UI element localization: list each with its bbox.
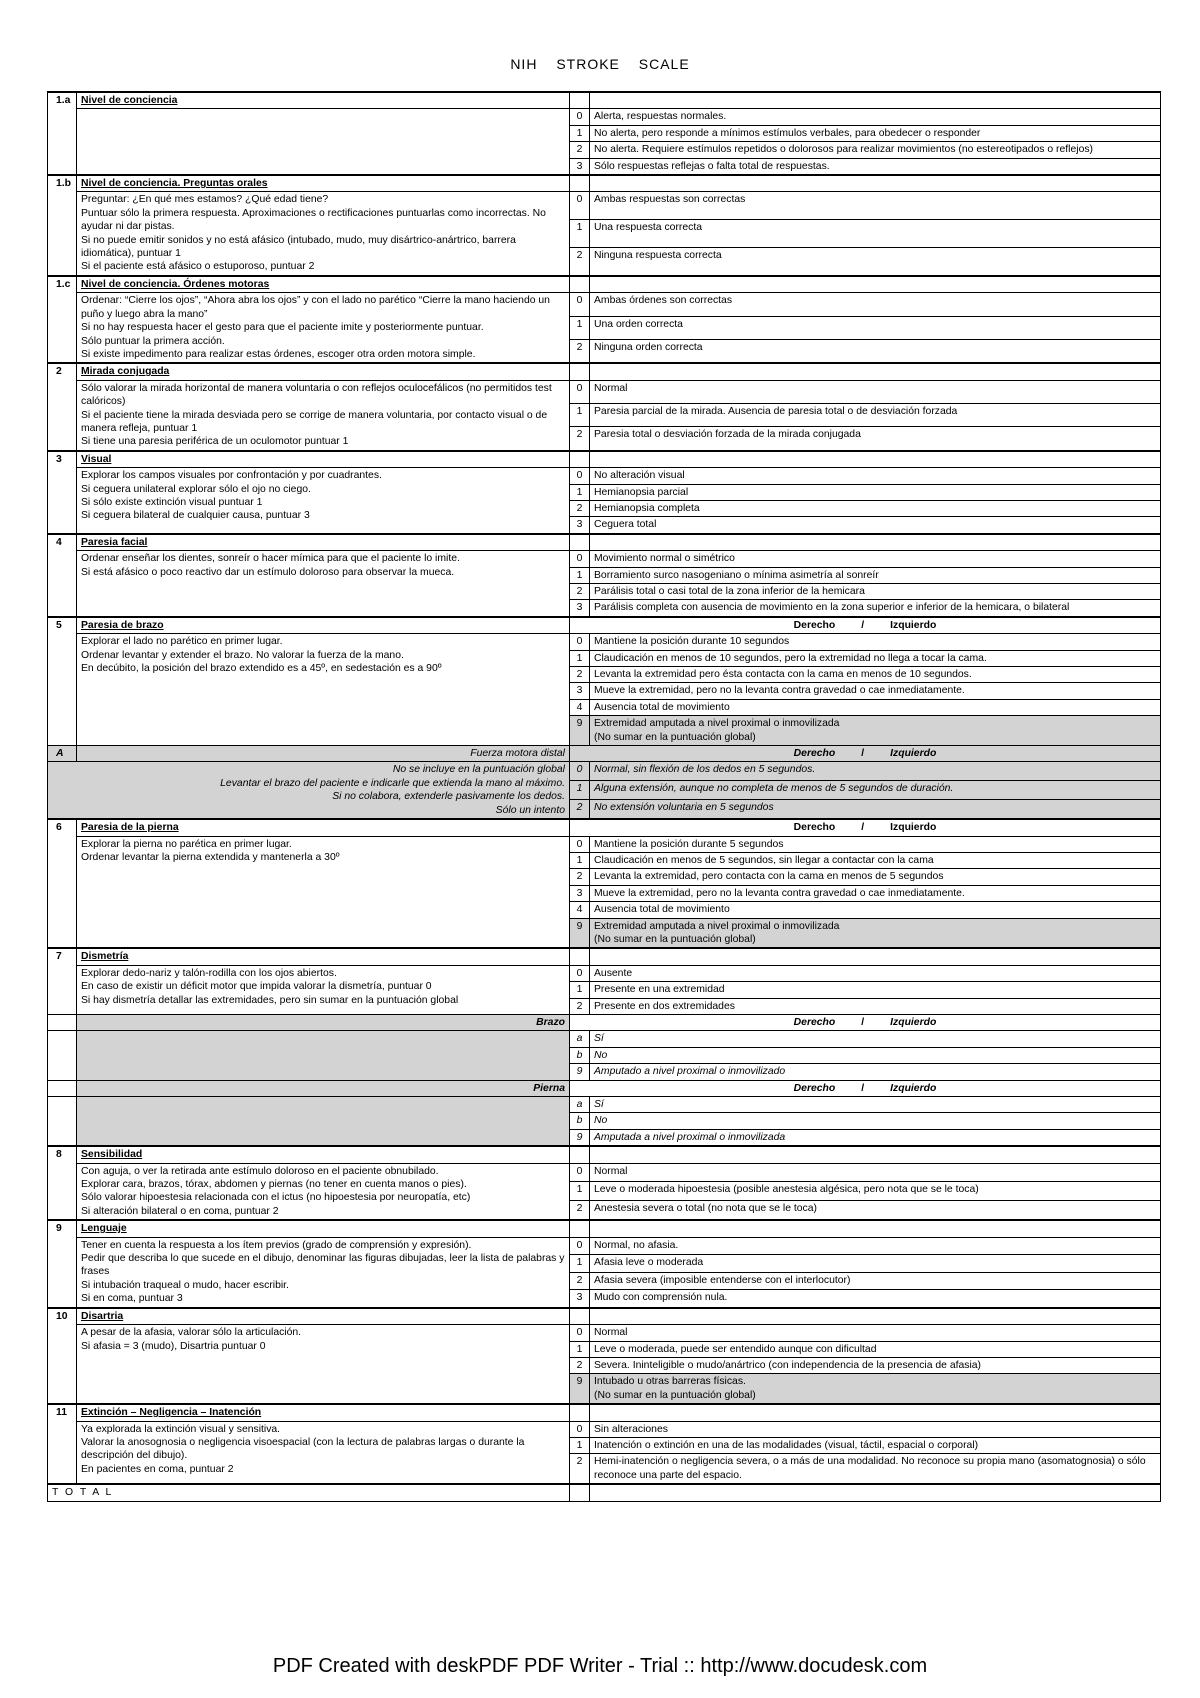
- score-text: Normal: [590, 1163, 1161, 1182]
- limb-label: Pierna: [77, 1080, 570, 1096]
- section-header: [48, 451, 1161, 468]
- item-title: Paresia de la pierna: [77, 819, 570, 836]
- score-text: Presente en dos extremidades: [590, 998, 1161, 1014]
- side-header: [570, 819, 1161, 836]
- score-text: Hemianopsia parcial: [590, 484, 1161, 500]
- score-value: 0: [570, 762, 590, 781]
- side-sep: /: [861, 1016, 865, 1028]
- score-value: 0: [570, 468, 590, 484]
- score-text: Severa. Ininteligible o mudo/anártrico (con independencia de la presencia de afasia): [590, 1357, 1161, 1373]
- blank: [590, 1220, 1161, 1237]
- score-value: 2: [570, 800, 590, 819]
- score-value: 2: [570, 869, 590, 885]
- blank: [570, 451, 590, 468]
- score-value: 1: [570, 484, 590, 500]
- score-value: 0: [570, 836, 590, 852]
- score-value: 1: [570, 1341, 590, 1357]
- score-text: Extremidad amputada a nivel proximal o inmovilizada (No sumar en la puntuación global): [590, 716, 1161, 746]
- blank: [590, 534, 1161, 551]
- section-header: [48, 1308, 1161, 1325]
- score-text: Mantiene la posición durante 10 segundos: [590, 634, 1161, 650]
- section-header: [48, 1220, 1161, 1237]
- item-title: Disartria: [77, 1308, 570, 1325]
- score-value: 0: [570, 380, 590, 403]
- item-number: 2: [48, 363, 77, 450]
- score-value: 0: [570, 1163, 590, 1182]
- score-value: 0: [570, 1237, 590, 1254]
- score-text: Normal: [590, 1325, 1161, 1341]
- score-row: [48, 1163, 1161, 1182]
- side-left: Izquierdo: [890, 1016, 937, 1028]
- score-text: Mueve la extremidad, pero no la levanta contra gravedad o cae inmediatamente.: [590, 885, 1161, 901]
- item-number: 9: [48, 1220, 77, 1307]
- item-number: 8: [48, 1146, 77, 1220]
- score-text: No alerta, pero responde a mínimos estímulos verbales, para obedecer o responder: [590, 125, 1161, 141]
- score-row: [48, 551, 1161, 567]
- item-number: 10: [48, 1308, 77, 1404]
- fuerza-letter: A: [48, 746, 77, 762]
- side-left: Izquierdo: [890, 748, 937, 760]
- side-header: [570, 617, 1161, 634]
- score-text: Ausente: [590, 965, 1161, 981]
- score-text: Inatención o extinción en una de las modalidades (visual, táctil, espacial o corporal): [590, 1437, 1161, 1453]
- dismetria-sub-header: [48, 1080, 1161, 1096]
- score-row: [48, 293, 1161, 316]
- score-value: 0: [570, 192, 590, 220]
- score-text: Claudicación en menos de 10 segundos, pero la extremidad no llega a tocar la cama.: [590, 650, 1161, 666]
- item-number: 11: [48, 1404, 77, 1484]
- side-left: Izquierdo: [890, 1082, 937, 1094]
- score-value: 9: [570, 918, 590, 948]
- score-value: 0: [570, 1325, 590, 1341]
- fuerza-title: Fuerza motora distal: [77, 746, 570, 762]
- blank: [590, 1308, 1161, 1325]
- blank: [590, 363, 1161, 380]
- score-value: 1: [570, 125, 590, 141]
- side-right: Derecho: [793, 1082, 836, 1094]
- section-header: [48, 617, 1161, 634]
- score-text: Sin alteraciones: [590, 1421, 1161, 1437]
- score-text: Amputado a nivel proximal o inmovilizado: [590, 1064, 1161, 1080]
- item-description: Tener en cuenta la respuesta a los ítem previos (grado de comprensión y expresión). Pedir que describa lo que sucede en el dibujo, denominar las figuras dibujadas, leer la lista de palabras y frases Si intubación traqueal o mudo, hacer escribir. Si en coma, puntuar 3: [77, 1237, 570, 1308]
- score-value: 9: [570, 1374, 590, 1404]
- item-description: [77, 109, 570, 175]
- score-text: Intubado u otras barreras físicas. (No sumar en la puntuación global): [590, 1374, 1161, 1404]
- item-number: 6: [48, 819, 77, 948]
- score-text: No: [590, 1047, 1161, 1063]
- fuerza-note: Levantar el brazo del paciente e indicarle que extienda la mano al máximo.: [220, 777, 565, 789]
- side-header: [570, 746, 1161, 762]
- total-label: T O T A L: [48, 1484, 570, 1501]
- blank: [570, 948, 590, 965]
- score-text: Mueve la extremidad, pero no la levanta contra gravedad o cae inmediatamente.: [590, 683, 1161, 699]
- score-text: Normal: [590, 380, 1161, 403]
- side-sep: /: [861, 748, 865, 760]
- score-value: 3: [570, 158, 590, 175]
- score-text: Alerta, respuestas normales.: [590, 109, 1161, 125]
- item-title: Visual: [77, 451, 570, 468]
- score-value: 0: [570, 293, 590, 316]
- score-value: 1: [570, 567, 590, 583]
- score-text: Leve o moderada hipoestesia (posible anestesia algésica, pero nota que se le toca): [590, 1182, 1161, 1201]
- score-value: a: [570, 1031, 590, 1047]
- score-text: Borramiento surco nasogeniano o mínima asimetría al sonreír: [590, 567, 1161, 583]
- item-title: Paresia facial: [77, 534, 570, 551]
- blank: [590, 1146, 1161, 1163]
- score-row: [48, 1421, 1161, 1437]
- score-text: No alteración visual: [590, 468, 1161, 484]
- nih-stroke-scale-table: [47, 91, 1161, 1502]
- score-value: 1: [570, 650, 590, 666]
- blank: [590, 948, 1161, 965]
- item-title: Paresia de brazo: [77, 617, 570, 634]
- score-value: 2: [570, 998, 590, 1014]
- score-text: Levanta la extremidad pero ésta contacta con la cama en menos de 10 segundos.: [590, 667, 1161, 683]
- score-text: Normal, no afasia.: [590, 1237, 1161, 1254]
- fuerza-notes: [48, 762, 570, 819]
- blank: [570, 1220, 590, 1237]
- score-value: 2: [570, 584, 590, 600]
- score-value: 4: [570, 902, 590, 918]
- blank: [590, 92, 1161, 109]
- total-blank: [590, 1484, 1161, 1501]
- score-value: 9: [570, 1129, 590, 1146]
- score-text: Hemianopsia completa: [590, 500, 1161, 516]
- score-value: 0: [570, 965, 590, 981]
- score-value: b: [570, 1113, 590, 1129]
- score-text: Ninguna respuesta correcta: [590, 247, 1161, 276]
- item-number: 4: [48, 534, 77, 617]
- section-header: [48, 363, 1161, 380]
- section-header: [48, 276, 1161, 293]
- score-value: 1: [570, 220, 590, 248]
- score-text: Normal, sin flexión de los dedos en 5 segundos.: [590, 762, 1161, 781]
- score-value: 1: [570, 852, 590, 868]
- item-number: 3: [48, 451, 77, 534]
- item-number: 1.c: [48, 276, 77, 363]
- item-title: Extinción – Negligencia – Inatención: [77, 1404, 570, 1421]
- item-description: Explorar la pierna no parética en primer lugar. Ordenar levantar la pierna extendida y mantenerla a 30º: [77, 836, 570, 948]
- section-header: [48, 948, 1161, 965]
- score-value: 1: [570, 982, 590, 998]
- item-title: Lenguaje: [77, 1220, 570, 1237]
- fuerza-header: [48, 746, 1161, 762]
- score-text: Sí: [590, 1097, 1161, 1113]
- score-row: [48, 836, 1161, 852]
- score-text: Claudicación en menos de 5 segundos, sin llegar a contactar con la cama: [590, 852, 1161, 868]
- fuerza-note: Sólo un intento: [495, 804, 565, 816]
- side-sep: /: [861, 1082, 865, 1094]
- score-text: Levanta la extremidad, pero contacta con la cama en menos de 5 segundos: [590, 869, 1161, 885]
- blank: [570, 1146, 590, 1163]
- item-number: 5: [48, 617, 77, 746]
- score-value: 3: [570, 1290, 590, 1308]
- score-text: Movimiento normal o simétrico: [590, 551, 1161, 567]
- score-text: Una orden correcta: [590, 316, 1161, 339]
- score-value: 1: [570, 1182, 590, 1201]
- blank: [590, 1404, 1161, 1421]
- score-text: Paresia total o desviación forzada de la mirada conjugada: [590, 427, 1161, 451]
- score-row: [48, 468, 1161, 484]
- score-value: a: [570, 1097, 590, 1113]
- item-title: Nivel de conciencia. Preguntas orales: [77, 175, 570, 192]
- score-value: 0: [570, 551, 590, 567]
- side-header: [570, 1080, 1161, 1096]
- score-text: Mantiene la posición durante 5 segundos: [590, 836, 1161, 852]
- item-description: Ordenar enseñar los dientes, sonreír o hacer mímica para que el paciente lo imite. Si está afásico o poco reactivo dar un estímulo doloroso para observar la mueca.: [77, 551, 570, 617]
- score-value: 2: [570, 142, 590, 158]
- score-text: Ausencia total de movimiento: [590, 902, 1161, 918]
- score-text: Mudo con comprensión nula.: [590, 1290, 1161, 1308]
- score-value: 2: [570, 667, 590, 683]
- section-header: [48, 534, 1161, 551]
- blank: [570, 1404, 590, 1421]
- score-text: Afasia severa (imposible entenderse con el interlocutor): [590, 1272, 1161, 1289]
- score-row: [48, 634, 1161, 650]
- blank: [48, 1080, 77, 1096]
- blank: [570, 363, 590, 380]
- total-row: [48, 1484, 1161, 1501]
- score-value: 0: [570, 1421, 590, 1437]
- score-value: 2: [570, 1272, 590, 1289]
- score-value: 9: [570, 716, 590, 746]
- score-value: 1: [570, 403, 590, 426]
- score-text: Amputada a nivel proximal o inmovilizada: [590, 1129, 1161, 1146]
- blank: [590, 276, 1161, 293]
- score-text: Ninguna orden correcta: [590, 339, 1161, 363]
- score-value: 1: [570, 1437, 590, 1453]
- side-right: Derecho: [793, 748, 836, 760]
- side-right: Derecho: [793, 619, 836, 631]
- score-value: 4: [570, 699, 590, 715]
- blank: [590, 175, 1161, 192]
- side-left: Izquierdo: [890, 822, 937, 834]
- page-title: NIH STROKE SCALE: [510, 56, 690, 72]
- score-text: Hemi-inatención o negligencia severa, o a más de una modalidad. No reconoce su propia mano (asomatognosia) o sólo reconoce una parte del espacio.: [590, 1454, 1161, 1484]
- score-text: Ambas respuestas son correctas: [590, 192, 1161, 220]
- score-value: 2: [570, 1357, 590, 1373]
- item-description: Preguntar: ¿En qué mes estamos? ¿Qué edad tiene? Puntuar sólo la primera respuesta. Aproximaciones o rectificaciones puntuarlas como incorrectas. No ayudar ni dar pistas. Si no puede emitir sonidos y no está afásico (intubado, mudo, muy disártrico-anártrico, barrera idiomática), puntuar 1 Si el paciente está afásico o estuporoso, puntuar 2: [77, 192, 570, 276]
- item-description: Explorar dedo-nariz y talón-rodilla con los ojos abiertos. En caso de existir un déficit motor que impida valorar la dismetría, puntuar 0 Si hay dismetría detallar las extremidades, pero sin sumar en la puntuación global: [77, 965, 570, 1014]
- section-header: [48, 92, 1161, 109]
- score-text: Ausencia total de movimiento: [590, 699, 1161, 715]
- score-text: No extensión voluntaria en 5 segundos: [590, 800, 1161, 819]
- score-row: [48, 109, 1161, 125]
- side-header: [570, 1014, 1161, 1030]
- total-score: [570, 1484, 590, 1501]
- item-description: A pesar de la afasia, valorar sólo la articulación. Si afasia = 3 (mudo), Disartria puntuar 0: [77, 1325, 570, 1405]
- item-title: Sensibilidad: [77, 1146, 570, 1163]
- fuerza-note: Si no colabora, extenderle pasivamente los dedos.: [332, 791, 565, 803]
- score-text: Sólo respuestas reflejas o falta total de respuestas.: [590, 158, 1161, 175]
- score-text: Ceguera total: [590, 517, 1161, 534]
- blank: [48, 1097, 77, 1147]
- item-title: Mirada conjugada: [77, 363, 570, 380]
- score-text: Afasia leve o moderada: [590, 1255, 1161, 1272]
- score-value: 2: [570, 247, 590, 276]
- section-header: [48, 1146, 1161, 1163]
- section-header: [48, 175, 1161, 192]
- score-value: 3: [570, 885, 590, 901]
- score-text: Alguna extensión, aunque no completa de menos de 5 segundos de duración.: [590, 781, 1161, 800]
- fuerza-note: No se incluye en la puntuación global: [392, 764, 565, 776]
- score-text: Sí: [590, 1031, 1161, 1047]
- score-text: Parálisis completa con ausencia de movimiento en la zona superior e inferior de la hemicara, o bilateral: [590, 600, 1161, 617]
- item-description: Con aguja, o ver la retirada ante estímulo doloroso en el paciente obnubilado. Explorar cara, brazos, tórax, abdomen y piernas (no tener en cuenta manos o pies). Sólo valorar hipoestesia relacionada con el ictus (no hipoestesia por neuropatía, etc) Si alteración bilateral o en coma, puntuar 2: [77, 1163, 570, 1220]
- blank: [570, 276, 590, 293]
- score-text: No: [590, 1113, 1161, 1129]
- side-right: Derecho: [793, 1016, 836, 1028]
- score-value: b: [570, 1047, 590, 1063]
- item-description: Ya explorada la extinción visual y sensitiva. Valorar la anosognosia o negligencia visoespacial (con la lectura de palabras largas o durante la descripción del dibujo). En pacientes en coma, puntuar 2: [77, 1421, 570, 1484]
- item-description: Ordenar: “Cierre los ojos”, “Ahora abra los ojos” y con el lado no parético “Cierre la mano haciendo un puño y luego abra la mano” Si no hay respuesta hacer el gesto para que el paciente imite y posteriormente puntuar. Sólo puntuar la primera acción. Si existe impedimento para realizar estas órdenes, escoger otra orden motora simple.: [77, 293, 570, 364]
- score-row: [48, 192, 1161, 220]
- blank: [77, 1031, 570, 1080]
- blank: [570, 1308, 590, 1325]
- score-text: Parálisis total o casi total de la zona inferior de la hemicara: [590, 584, 1161, 600]
- score-value: 2: [570, 427, 590, 451]
- score-value: 2: [570, 500, 590, 516]
- item-description: Explorar el lado no parético en primer lugar. Ordenar levantar y extender el brazo. No valorar la fuerza de la mano. En decúbito, la posición del brazo extendido es a 45º, en sedestación es a 90º: [77, 634, 570, 746]
- blank: [48, 1031, 77, 1080]
- score-value: 1: [570, 316, 590, 339]
- item-number: 7: [48, 948, 77, 1014]
- item-number: 1.a: [48, 92, 77, 175]
- score-row: [48, 1237, 1161, 1254]
- side-right: Derecho: [793, 822, 836, 834]
- score-text: Presente en una extremidad: [590, 982, 1161, 998]
- score-value: 0: [570, 634, 590, 650]
- section-header: [48, 819, 1161, 836]
- blank: [570, 92, 590, 109]
- score-row: [48, 1325, 1161, 1341]
- item-title: Nivel de conciencia: [77, 92, 570, 109]
- dismetria-row: [48, 1031, 1161, 1047]
- score-text: Ambas órdenes son correctas: [590, 293, 1161, 316]
- blank: [77, 1097, 570, 1147]
- dismetria-sub-header: [48, 1014, 1161, 1030]
- score-text: Una respuesta correcta: [590, 220, 1161, 248]
- score-text: Extremidad amputada a nivel proximal o inmovilizada (No sumar en la puntuación global): [590, 918, 1161, 948]
- pdf-footer: PDF Created with deskPDF PDF Writer - Trial :: http://www.docudesk.com: [272, 1655, 928, 1677]
- score-value: 3: [570, 683, 590, 699]
- side-sep: /: [861, 822, 865, 834]
- section-header: [48, 1404, 1161, 1421]
- score-value: 9: [570, 1064, 590, 1080]
- score-value: 2: [570, 339, 590, 363]
- item-number: 1.b: [48, 175, 77, 276]
- item-title: Nivel de conciencia. Órdenes motoras: [77, 276, 570, 293]
- item-description: Sólo valorar la mirada horizontal de manera voluntaria o con reflejos oculocefálicos (no permitidos test calóricos) Si el paciente tiene la mirada desviada pero se corrige de manera voluntaria, por contacto visual o de manera refleja, puntuar 1 Si tiene una paresia periférica de un oculomotor puntuar 1: [77, 380, 570, 451]
- score-text: Anestesia severa o total (no nota que se le toca): [590, 1201, 1161, 1220]
- score-row: [48, 965, 1161, 981]
- score-text: Leve o moderada, puede ser entendido aunque con dificultad: [590, 1341, 1161, 1357]
- fuerza-row: [48, 762, 1161, 781]
- score-value: 1: [570, 1255, 590, 1272]
- score-value: 0: [570, 109, 590, 125]
- blank: [570, 534, 590, 551]
- score-value: 2: [570, 1201, 590, 1220]
- score-value: 3: [570, 517, 590, 534]
- side-left: Izquierdo: [890, 619, 937, 631]
- score-text: Paresia parcial de la mirada. Ausencia de paresia total o de desviación forzada: [590, 403, 1161, 426]
- blank: [570, 175, 590, 192]
- score-value: 1: [570, 781, 590, 800]
- score-value: 2: [570, 1454, 590, 1484]
- score-value: 3: [570, 600, 590, 617]
- score-text: No alerta. Requiere estímulos repetidos o dolorosos para realizar movimientos (no estereotipados o reflejos): [590, 142, 1161, 158]
- item-description: Explorar los campos visuales por confrontación y por cuadrantes. Si ceguera unilateral explorar sólo el ojo no ciego. Si sólo existe extinción visual puntuar 1 Si ceguera bilateral de cualquier causa, puntuar 3: [77, 468, 570, 534]
- limb-label: Brazo: [77, 1014, 570, 1030]
- blank: [48, 1014, 77, 1030]
- blank: [590, 451, 1161, 468]
- score-row: [48, 380, 1161, 403]
- item-title: Dismetría: [77, 948, 570, 965]
- dismetria-row: [48, 1097, 1161, 1113]
- side-sep: /: [861, 619, 865, 631]
